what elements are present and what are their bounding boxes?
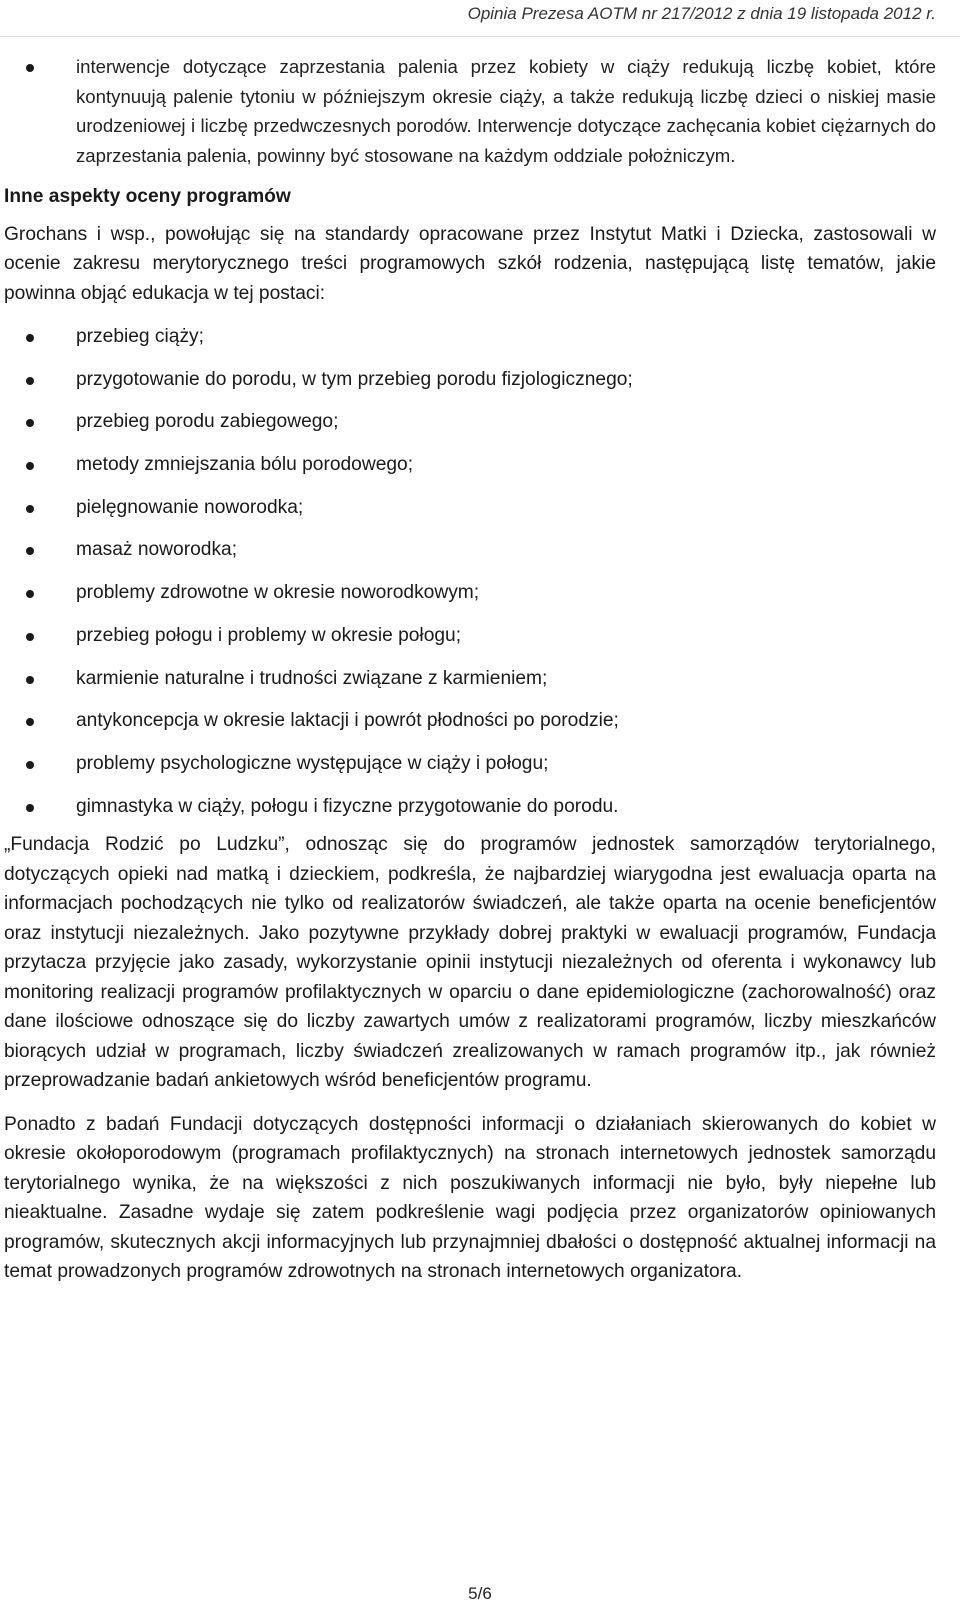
list-item: [4, 322, 936, 352]
header-divider: [0, 36, 960, 37]
list-item: [4, 365, 936, 395]
list-item: [4, 535, 936, 565]
section-heading: Inne aspekty oceny programów: [4, 186, 291, 207]
list-item: [4, 493, 936, 523]
list-item-text: interwencje dotyczące zaprzestania palenia przez kobiety w ciąży redukują liczbę kobiet, które kontynuują palenie tytoniu w późniejszym okresie ciąży, a także redukują liczbę dzieci o niskiej masie urodzeniowej i liczbę przedwczesnych porodów. Interwencje dotyczące zachęcania kobiet ciężarnych do zaprzestania palenia, powinny być stosowane na każdym oddziale położniczym.: [76, 56, 936, 166]
intro-bullet-list: [4, 52, 936, 170]
bullet-icon: [26, 505, 34, 513]
topics-list: [4, 322, 936, 821]
list-item-text: antykoncepcja w okresie laktacji i powrót płodności po porodzie;: [76, 710, 619, 732]
bullet-icon: [26, 334, 34, 342]
bullet-icon: [26, 462, 34, 470]
paragraph-grochans: Grochans i wsp., powołując się na standardy opracowane przez Instytut Matki i Dziecka, zastosowali w ocenie zakresu merytorycznego treści programowych szkół rodzenia, następującą listę tematów, jakie powinna objąć edukacja w tej postaci:: [4, 223, 936, 304]
bullet-icon: [26, 718, 34, 726]
paragraph-fundacja: „Fundacja Rodzić po Ludzku”, odnosząc się do programów jednostek samorządów terytorialnego, dotyczących opieki nad matką i dzieckiem, podkreśla, że najbardziej wiarygodna jest ewaluacja oparta na informacjach pochodzących nie tylko od realizatorów świadczeń, ale także oparta na ocenie beneficjentów oraz instytucji niezależnych. Jako pozytywne przykłady dobrej praktyki w ewaluacji programów, Fundacja przytacza przyjęcie jako zasady, wykorzystanie opinii instytucji niezależnych od oferenta i wykonawcy lub monitoring realizacji programów profilaktycznych w oparciu o dane epidemiologiczne (zachorowalność) oraz dane ilościowe odnoszące się do liczby zawartych umów z realizatorami programów, liczby mieszkańców biorących udział w programach, liczby świadczeń zrealizowanych w ramach programów itp., jak również przeprowadzanie badań ankietowych wśród beneficjentów programu.: [4, 834, 936, 1092]
list-item-text: problemy psychologiczne występujące w ciąży i połogu;: [76, 752, 549, 774]
list-item: [4, 792, 936, 822]
bullet-icon: [26, 547, 34, 555]
bullet-icon: [26, 761, 34, 769]
list-item: [4, 52, 936, 170]
bullet-icon: [26, 676, 34, 684]
bullet-icon: [26, 64, 34, 72]
bullet-icon: [26, 633, 34, 641]
list-item-text: gimnastyka w ciąży, połogu i fizyczne przygotowanie do porodu.: [76, 795, 619, 817]
list-item: [4, 706, 936, 736]
bullet-icon: [26, 419, 34, 427]
running-header: Opinia Prezesa AOTM nr 217/2012 z dnia 19 listopada 2012 r.: [467, 4, 936, 23]
list-item-text: przebieg ciąży;: [76, 326, 204, 347]
list-item-text: problemy zdrowotne w okresie noworodkowym;: [76, 582, 480, 604]
list-item: [4, 621, 936, 651]
list-item-text: metody zmniejszania bólu porodowego;: [76, 454, 414, 476]
list-item-text: karmienie naturalne i trudności związane z karmieniem;: [76, 667, 548, 689]
list-item-text: przebieg połogu i problemy w okresie połogu;: [76, 624, 462, 646]
list-item-text: przebieg porodu zabiegowego;: [76, 411, 339, 433]
list-item-text: pielęgnowanie noworodka;: [76, 496, 304, 518]
list-item: [4, 578, 936, 608]
list-item-text: masaż noworodka;: [76, 539, 238, 561]
bullet-icon: [26, 804, 34, 812]
document-body: [4, 52, 936, 1287]
list-item: [4, 749, 936, 779]
page-number: 5/6: [468, 1584, 492, 1603]
list-item-text: przygotowanie do porodu, w tym przebieg porodu fizjologicznego;: [76, 368, 633, 390]
paragraph-ponadto: Ponadto z badań Fundacji dotyczących dostępności informacji o działaniach skierowanych do kobiet w okresie okołoporodowym (programach profilaktycznych) na stronach internetowych jednostek samorządu terytorialnego wynika, że na większości z nich poszukiwanych informacji nie było, były niepełne lub nieaktualne. Zasadne wydaje się zatem podkreślenie wagi podjęcia przez organizatorów opiniowanych programów, skutecznych akcji informacyjnych lub przynajmniej dbałości o dostępność aktualnej informacji na temat prowadzonych programów zdrowotnych na stronach internetowych organizatora.: [4, 1113, 936, 1283]
bullet-icon: [26, 590, 34, 598]
list-item: [4, 664, 936, 694]
bullet-icon: [26, 377, 34, 385]
list-item: [4, 407, 936, 437]
list-item: [4, 450, 936, 480]
